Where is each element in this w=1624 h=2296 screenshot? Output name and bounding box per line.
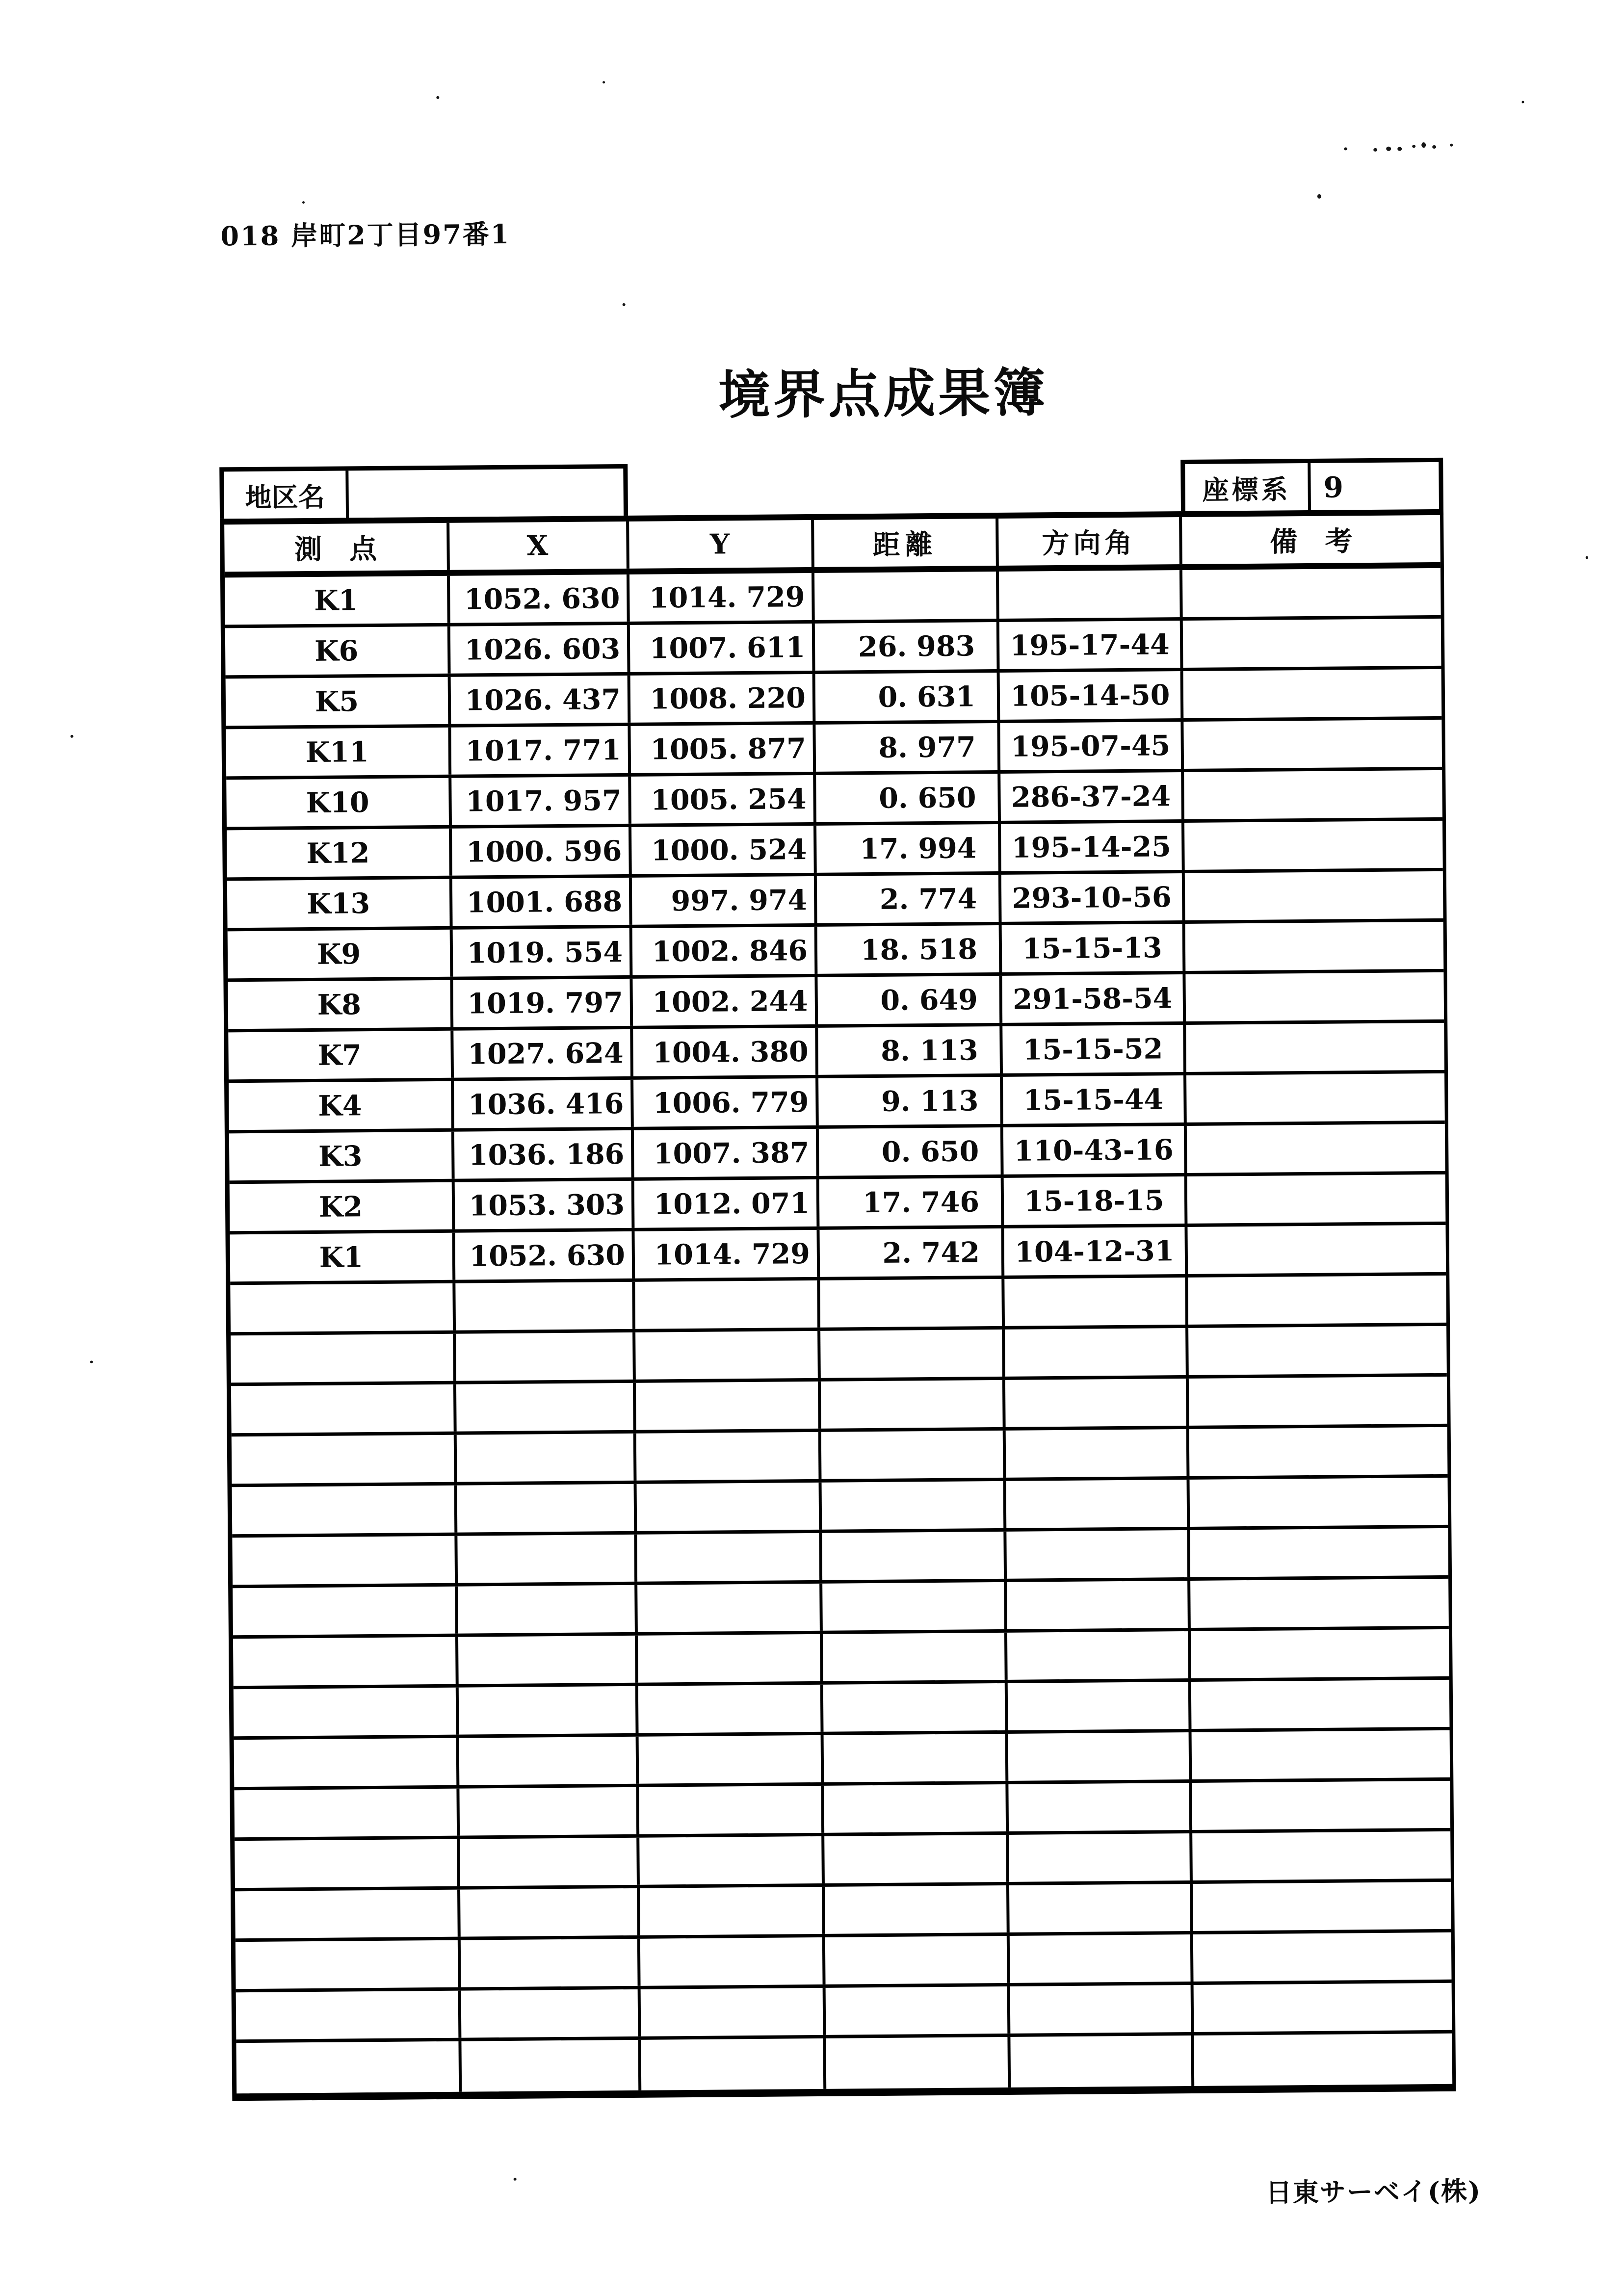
- empty-row: [232, 1427, 1448, 1487]
- noise-speck: [71, 735, 74, 738]
- angle-cell: 195-07-45: [1000, 722, 1184, 770]
- noise-speck: [1432, 145, 1436, 149]
- empty-cell: [638, 1634, 823, 1683]
- empty-cell: [461, 1989, 641, 2038]
- empty-row: [231, 1326, 1447, 1386]
- empty-cell: [1007, 1581, 1191, 1629]
- x-cell: 1000. 596: [452, 827, 632, 876]
- x-cell: 1026. 437: [451, 676, 631, 724]
- table-row: [228, 1023, 1444, 1083]
- empty-cell: [821, 1380, 1006, 1429]
- x-cell: 1026. 603: [450, 625, 630, 674]
- empty-cell: [233, 1637, 459, 1686]
- distance-cell: 2. 742: [819, 1228, 1004, 1277]
- empty-cell: [637, 1483, 822, 1531]
- header-cell-distance: 距離: [814, 519, 999, 567]
- empty-cell: [461, 1939, 641, 1987]
- noise-speck: [602, 81, 605, 83]
- ref-number: 018 岸町2丁目97番1: [220, 218, 511, 252]
- point-cell: K5: [226, 677, 451, 726]
- angle-cell: 195-17-44: [999, 621, 1183, 669]
- empty-cell: [232, 1536, 458, 1585]
- y-cell: 1008. 220: [630, 674, 816, 723]
- empty-cell: [822, 1582, 1007, 1631]
- table-row: [226, 669, 1442, 729]
- empty-cell: [1005, 1328, 1189, 1377]
- y-cell: 1000. 524: [631, 826, 817, 874]
- empty-row: [235, 1831, 1451, 1891]
- empty-cell: [1192, 1781, 1450, 1830]
- table-row: [226, 770, 1442, 830]
- distance-cell: 0. 650: [819, 1127, 1004, 1176]
- empty-cell: [457, 1535, 637, 1583]
- empty-cell: [825, 1885, 1010, 1934]
- empty-row: [232, 1478, 1448, 1538]
- empty-cell: [1006, 1530, 1190, 1579]
- empty-cell: [234, 1688, 459, 1737]
- noise-speck: [1521, 101, 1524, 104]
- empty-cell: [1008, 1783, 1192, 1831]
- empty-cell: [826, 2037, 1011, 2089]
- empty-cell: [637, 1533, 822, 1582]
- empty-row: [234, 1781, 1450, 1841]
- distance-cell: 8. 113: [818, 1026, 1003, 1075]
- remarks-cell: [1187, 1174, 1446, 1224]
- empty-cell: [824, 1734, 1009, 1782]
- empty-cell: [230, 1283, 456, 1332]
- table-body: [225, 568, 1452, 2093]
- angle-cell: 286-37-24: [1000, 772, 1184, 821]
- empty-cell: [636, 1432, 822, 1481]
- noise-speck: [1450, 144, 1453, 147]
- angle-cell: 291-58-54: [1002, 974, 1186, 1023]
- empty-cell: [820, 1279, 1005, 1328]
- coordinate-system-label: 座標系: [1185, 463, 1311, 513]
- empty-row: [234, 1680, 1450, 1740]
- empty-cell: [456, 1383, 636, 1432]
- empty-cell: [639, 1836, 825, 1885]
- empty-cell: [639, 1786, 824, 1834]
- angle-cell: 104-12-31: [1004, 1227, 1188, 1276]
- remarks-cell: [1185, 871, 1443, 920]
- x-cell: 1017. 957: [451, 777, 631, 825]
- point-cell: K1: [230, 1233, 456, 1282]
- x-cell: 1052. 630: [455, 1231, 635, 1280]
- empty-cell: [823, 1633, 1008, 1681]
- empty-row: [236, 1983, 1452, 2043]
- y-cell: 997. 974: [632, 876, 817, 925]
- remarks-cell: [1183, 720, 1442, 769]
- empty-cell: [1188, 1326, 1447, 1375]
- empty-cell: [641, 1988, 826, 2036]
- page-title: 境界点成果簿: [718, 362, 1048, 426]
- empty-cell: [236, 1940, 461, 1989]
- empty-cell: [1194, 1983, 1452, 2032]
- empty-cell: [235, 1839, 460, 1888]
- x-cell: 1017. 771: [451, 726, 631, 775]
- noise-speck: [436, 96, 439, 99]
- noise-speck: [1373, 148, 1377, 152]
- empty-cell: [1006, 1480, 1190, 1528]
- empty-cell: [820, 1330, 1005, 1378]
- empty-row: [233, 1579, 1449, 1639]
- empty-cell: [235, 1890, 461, 1939]
- empty-cell: [232, 1435, 457, 1484]
- remarks-cell: [1184, 821, 1443, 870]
- angle-cell: 105-14-50: [1000, 671, 1184, 720]
- angle-cell: 15-18-15: [1004, 1176, 1188, 1225]
- empty-cell: [1189, 1478, 1448, 1527]
- table-row: [230, 1225, 1446, 1285]
- empty-cell: [1190, 1528, 1448, 1577]
- empty-cell: [826, 1986, 1011, 2035]
- table-row: [229, 1073, 1445, 1133]
- y-cell: 1007. 387: [634, 1129, 819, 1177]
- remarks-cell: [1183, 669, 1442, 718]
- empty-cell: [232, 1486, 458, 1535]
- point-cell: K8: [228, 980, 453, 1029]
- empty-cell: [638, 1685, 824, 1733]
- empty-row: [236, 2034, 1452, 2093]
- noise-speck: [1317, 194, 1321, 199]
- remarks-cell: [1185, 972, 1444, 1021]
- empty-cell: [1189, 1377, 1447, 1426]
- point-cell: K4: [229, 1081, 454, 1130]
- noise-speck: [1344, 147, 1347, 150]
- remarks-cell: [1187, 1225, 1446, 1274]
- header-cell-angle: 方向角: [998, 517, 1182, 566]
- empty-cell: [1010, 1985, 1194, 2034]
- empty-cell: [822, 1481, 1007, 1530]
- empty-cell: [459, 1737, 639, 1785]
- y-cell: 1012. 071: [634, 1179, 820, 1228]
- empty-cell: [1008, 1732, 1192, 1781]
- empty-cell: [461, 2040, 641, 2092]
- distance-cell: 0. 649: [817, 976, 1002, 1024]
- point-cell: K13: [227, 879, 453, 928]
- empty-cell: [1007, 1631, 1191, 1680]
- noise-speck: [1386, 147, 1391, 151]
- coordinate-system-box: [1180, 458, 1443, 517]
- distance-cell: 8. 977: [815, 723, 1000, 772]
- empty-cell: [458, 1585, 638, 1634]
- empty-cell: [1010, 2035, 1194, 2087]
- empty-row: [232, 1528, 1448, 1588]
- x-cell: 1019. 554: [453, 928, 633, 977]
- empty-cell: [639, 1735, 824, 1784]
- empty-cell: [1191, 1629, 1449, 1678]
- empty-cell: [459, 1686, 639, 1735]
- empty-cell: [236, 2041, 462, 2094]
- y-cell: 1002. 846: [632, 927, 818, 975]
- noise-speck: [1397, 147, 1402, 151]
- point-cell: K11: [226, 728, 451, 777]
- y-cell: 1005. 254: [631, 775, 816, 824]
- empty-cell: [1009, 1884, 1193, 1932]
- point-cell: K3: [229, 1132, 455, 1181]
- remarks-cell: [1184, 770, 1442, 819]
- distance-cell: 0. 631: [815, 673, 1000, 721]
- empty-cell: [1009, 1833, 1193, 1882]
- footer-company: 日東サーベイ(株): [1265, 2176, 1482, 2208]
- empty-cell: [1008, 1682, 1192, 1730]
- empty-cell: [1004, 1278, 1188, 1326]
- table-row: [230, 1174, 1446, 1234]
- empty-row: [231, 1377, 1447, 1436]
- district-label: 地区名: [224, 470, 349, 520]
- empty-cell: [823, 1683, 1008, 1732]
- x-cell: 1027. 624: [453, 1029, 633, 1078]
- empty-cell: [1193, 1882, 1451, 1931]
- empty-cell: [1192, 1730, 1450, 1779]
- empty-cell: [1190, 1579, 1449, 1628]
- empty-row: [233, 1629, 1449, 1689]
- empty-cell: [825, 1936, 1010, 1984]
- noise-speck: [90, 1361, 93, 1363]
- results-table: [219, 458, 1443, 1274]
- angle-cell: 195-14-25: [1001, 823, 1185, 871]
- noise-speck: [514, 2178, 517, 2181]
- empty-cell: [234, 1738, 460, 1787]
- distance-cell: 9. 113: [818, 1077, 1003, 1125]
- empty-cell: [635, 1280, 820, 1329]
- table-row: [229, 1124, 1445, 1184]
- remarks-cell: [1186, 1023, 1444, 1072]
- noise-speck: [1412, 145, 1415, 148]
- remarks-cell: [1187, 1124, 1445, 1173]
- distance-cell: 17. 746: [819, 1178, 1004, 1226]
- empty-cell: [460, 1888, 640, 1937]
- empty-cell: [1006, 1429, 1190, 1478]
- y-cell: 1014. 729: [634, 1230, 820, 1278]
- table-row: [226, 720, 1442, 780]
- x-cell: 1001. 688: [452, 878, 632, 926]
- empty-cell: [231, 1334, 456, 1383]
- empty-cell: [636, 1382, 821, 1430]
- remarks-cell: [1185, 922, 1444, 971]
- angle-cell: 293-10-56: [1001, 873, 1185, 922]
- empty-cell: [1189, 1427, 1448, 1476]
- empty-cell: [236, 1991, 462, 2040]
- y-cell: 1002. 244: [632, 977, 818, 1026]
- empty-cell: [457, 1484, 637, 1533]
- point-cell: K10: [226, 778, 452, 827]
- noise-speck: [1421, 142, 1426, 148]
- empty-cell: [460, 1838, 640, 1886]
- x-cell: 1052. 630: [450, 574, 630, 623]
- angle-cell: 15-15-13: [1002, 924, 1186, 972]
- y-cell: 1005. 877: [630, 725, 816, 773]
- angle-cell: 15-15-52: [1002, 1025, 1186, 1073]
- empty-cell: [824, 1835, 1009, 1883]
- empty-row: [236, 1932, 1452, 1992]
- remarks-cell: [1186, 1073, 1445, 1122]
- remarks-cell: [1182, 568, 1441, 617]
- x-cell: 1053. 303: [455, 1181, 635, 1229]
- x-cell: 1036. 186: [454, 1130, 634, 1179]
- point-cell: K12: [227, 829, 452, 878]
- empty-cell: [458, 1636, 638, 1684]
- empty-cell: [641, 2038, 826, 2090]
- distance-cell: 2. 774: [817, 875, 1002, 923]
- empty-cell: [821, 1431, 1006, 1479]
- header-cell-x: X: [449, 522, 629, 570]
- empty-cell: [457, 1434, 637, 1482]
- empty-cell: [640, 1937, 826, 1986]
- distance-cell: 18. 518: [817, 925, 1002, 974]
- y-cell: 1014. 729: [629, 573, 815, 622]
- distance-cell: 17. 994: [816, 824, 1001, 873]
- district-value: [348, 469, 624, 519]
- empty-cell: [1005, 1379, 1189, 1427]
- y-cell: 1006. 779: [633, 1078, 819, 1127]
- x-cell: 1019. 797: [453, 979, 633, 1027]
- table-row: [225, 568, 1441, 628]
- point-cell: K1: [225, 576, 450, 625]
- x-cell: 1036. 416: [454, 1080, 634, 1128]
- distance-cell: [814, 572, 999, 620]
- empty-cell: [635, 1331, 821, 1380]
- empty-row: [230, 1276, 1446, 1335]
- point-cell: K2: [230, 1182, 455, 1231]
- remarks-cell: [1183, 619, 1441, 668]
- empty-cell: [1193, 1932, 1452, 1982]
- header-cell-point: 測 点: [224, 523, 450, 572]
- empty-cell: [456, 1332, 636, 1381]
- coordinate-system-value: 9: [1323, 470, 1344, 504]
- noise-speck: [1586, 556, 1588, 559]
- empty-cell: [1194, 2034, 1452, 2086]
- distance-cell: 0. 650: [816, 774, 1001, 822]
- empty-row: [234, 1730, 1450, 1790]
- y-cell: 1004. 380: [633, 1028, 818, 1076]
- table-row: [227, 821, 1443, 881]
- empty-row: [235, 1882, 1451, 1942]
- header-cell-y: Y: [629, 520, 814, 569]
- point-cell: K6: [225, 626, 451, 676]
- empty-cell: [637, 1584, 823, 1632]
- header-cell-remarks: 備 考: [1270, 525, 1353, 558]
- distance-cell: 26. 983: [815, 622, 1000, 671]
- empty-cell: [455, 1282, 635, 1331]
- empty-cell: [234, 1789, 460, 1838]
- table-header-row: [224, 515, 1441, 577]
- table-row: [227, 871, 1443, 931]
- empty-cell: [233, 1587, 458, 1636]
- angle-cell: [999, 570, 1183, 619]
- empty-cell: [822, 1532, 1007, 1580]
- y-cell: 1007. 611: [630, 624, 815, 672]
- table-row: [225, 619, 1441, 678]
- table-row: [228, 972, 1444, 1032]
- empty-cell: [231, 1384, 457, 1434]
- point-cell: K7: [228, 1031, 454, 1080]
- angle-cell: 110-43-16: [1003, 1126, 1187, 1174]
- empty-cell: [640, 1887, 825, 1935]
- empty-cell: [1188, 1276, 1446, 1325]
- empty-cell: [459, 1787, 639, 1836]
- noise-speck: [623, 303, 626, 306]
- angle-cell: 15-15-44: [1003, 1075, 1187, 1124]
- empty-cell: [1192, 1831, 1451, 1880]
- table-grid: [220, 509, 1456, 2101]
- point-cell: K9: [228, 930, 453, 979]
- noise-speck: [302, 201, 305, 204]
- table-row: [228, 922, 1444, 982]
- empty-cell: [1191, 1680, 1450, 1729]
- empty-cell: [1010, 1934, 1194, 1983]
- empty-cell: [824, 1784, 1009, 1833]
